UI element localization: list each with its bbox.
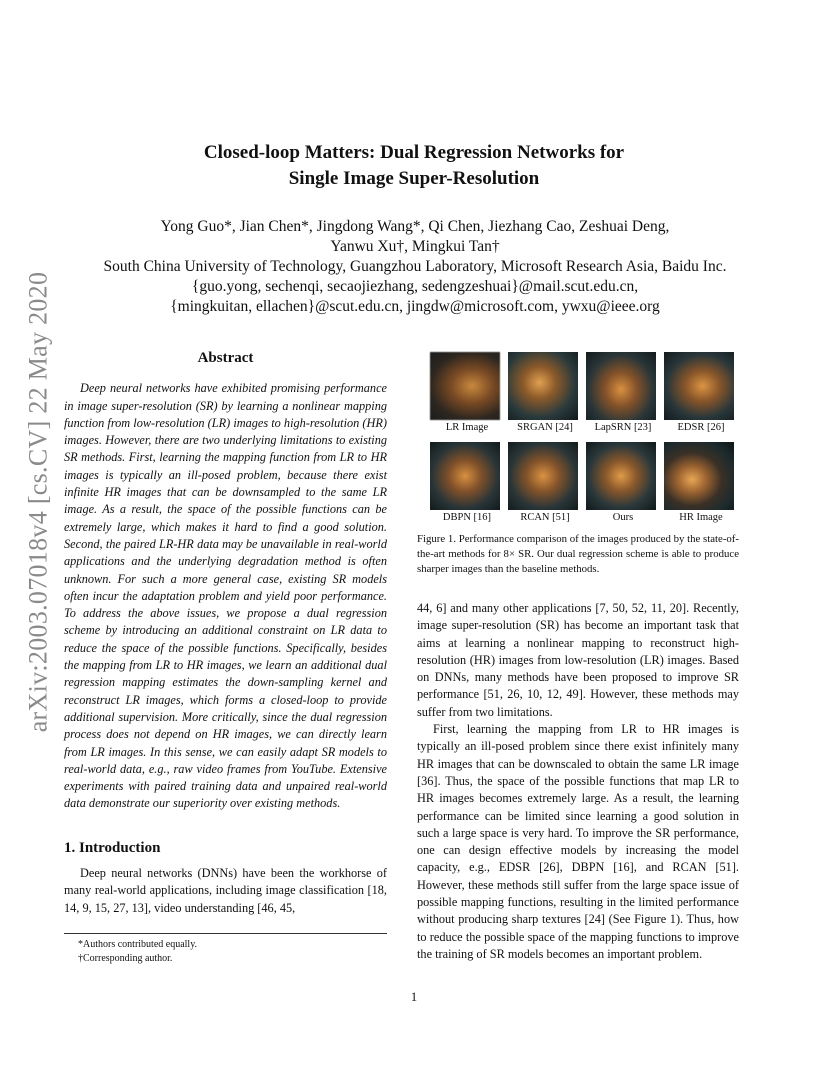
title-line-2: Single Image Super-Resolution [288,168,540,189]
authors-line-2: Yanwu Xu†, Mingkui Tan† [330,238,500,255]
arxiv-stamp [14,271,62,733]
right-paragraph-2: First, learning the mapping from LR to HR images is typically an ill-posed problem since there exist infinitely many HR images that can be downscaled to obtain the same LR image [36]. Thus, the space of the possible functions that map LR to HR images becomes extremely large. As a result, the learning performance can be limited since learning a good solution in such a large space is very hard. To improve the SR performance, one can design effective models by increasing the model capacity, e.g., EDSR [26], DBPN [16], and RCAN [51]. However, these methods still suffer from the large space issue of possible mapping functions, resulting in the limited performance without producing sharp textures [24] (See Figure 1). Thus, how to reduce the possible space of the mapping functions to improve the training of SR models becomes an important problem. [417,722,739,961]
paper-title [0,140,828,192]
title-line-1: Closed-loop Matters: Dual Regression Networks for [203,142,625,163]
page-number: 1 [410,990,418,1004]
figure-cell [586,352,660,435]
abstract-text: Deep neural networks have exhibited promising performance in image super-resolution (SR) by learning a nonlinear mapping function from low-resolution (LR) images to high-resolution (HR) images. However, there are two underlying limitations to existing SR methods. First, learning the mapping function from LR to HR images is typically an ill-posed problem, because there exist infinite HR images that can be downsampled to the same LR image. As a result, the space of the possible functions can be extremely large, which makes it hard to find a good solution. Second, the paired LR-HR data may be unavailable in real-world applications and the underlying degradation method is often unknown. For such a more general case, existing SR models often incur the adaptation problem and yield poor performance. To address the above issues, we propose a dual regression scheme by introducing an additional constraint on LR data to reduce the space of the possible functions. Specifically, besides the mapping from LR to HR images, we learn an additional dual regression mapping estimates the down-sampling kernel and reconstruct LR images, which forms a closed-loop to provide additional supervision. More critically, since the dual regression process does not depend on HR images, we can directly learn from LR images. In this sense, we can easily adapt SR models to real-world data, e.g., raw video frames from YouTube. Extensive experiments with paired training data and unpaired real-world data demonstrate our superiority over existing methods. [64,381,387,811]
figure-label: RCAN [51] [520,512,570,523]
figure-label: Ours [612,512,634,523]
edsr-thumbnail [664,352,734,420]
affiliation: South China University of Technology, Guangzhou Laboratory, Microsoft Research Asia, Baidu Inc. [103,258,727,275]
author-block [60,217,770,317]
figure-cell [664,352,738,435]
email-line-2: {mingkuitan, ellachen}@scut.edu.cn, jingdw@microsoft.com, ywxu@ieee.org [170,298,660,315]
figure-row-2 [430,442,738,525]
figure-label: LR Image [445,422,489,433]
dbpn-thumbnail [430,442,500,510]
rcan-thumbnail [508,442,578,510]
figure-cell [430,442,504,525]
lr-image-thumbnail [430,352,500,420]
arxiv-stamp-text: arXiv:2003.07018v4 [cs.CV] 22 May 2020 [23,271,53,733]
figure-label: HR Image [679,512,723,523]
footnote-equal-contribution: *Authors contributed equally. [78,939,198,950]
figure-cell [508,352,582,435]
right-paragraph-1: 44, 6] and many other applications [7, 50, 52, 11, 20]. Recently, image super-resolution (SR) has become an important task that aims at learning a nonlinear mapping to reconstruct high-resolution (HR) images from low-resolution (LR) images. Based on DNNs, many methods have been proposed to improve SR performance [51, 26, 10, 12, 49]. However, these methods may suffer from two limitations. [417,601,739,719]
left-column [64,350,387,917]
email-line-1: {guo.yong, sechenqi, secaojiezhang, sedengzeshuai}@mail.scut.edu.cn, [191,278,639,295]
introduction-heading: 1. Introduction [64,839,161,856]
figure-cell [586,442,660,525]
lapsrn-thumbnail [586,352,656,420]
footnotes [64,933,387,966]
figure-label: DBPN [16] [442,512,492,523]
figure-cell [430,352,504,435]
footnote-corresponding-author: †Corresponding author. [78,953,173,964]
ours-thumbnail [586,442,656,510]
figure-label: LapSRN [23] [594,422,652,433]
figure-caption: Figure 1. Performance comparison of the images produced by the state-of-the-art methods for 8× SR. Our dual regression scheme is able to produce sharper images than the baseline methods. [417,533,739,575]
figure-row-1 [430,352,738,435]
abstract-heading: Abstract [197,350,254,366]
figure-cell [664,442,738,525]
intro-paragraph-1: Deep neural networks (DNNs) have been the workhorse of many real-world applications, including image classification [18, 14, 9, 15, 27, 13], video understanding [46, 45, [64,866,387,915]
srgan-thumbnail [508,352,578,420]
figure-label: EDSR [26] [677,422,725,433]
figure-cell [508,442,582,525]
authors-line-1: Yong Guo*, Jian Chen*, Jingdong Wang*, Qi Chen, Jiezhang Cao, Zeshuai Deng, [160,218,670,235]
figure-1 [430,352,738,525]
right-column [417,600,739,963]
hr-image-thumbnail [664,442,734,510]
figure-label: SRGAN [24] [517,422,573,433]
